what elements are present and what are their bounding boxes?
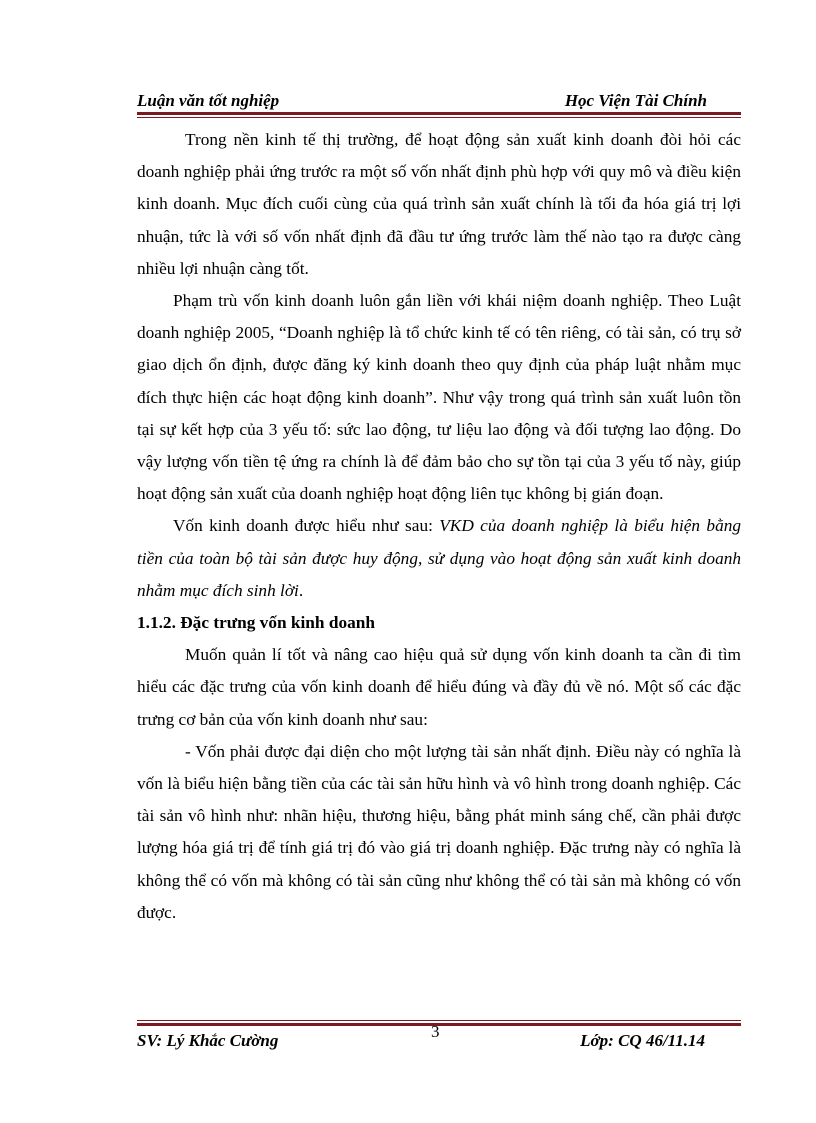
paragraph-1: Trong nền kinh tế thị trường, để hoạt động sản xuất kinh doanh đòi hỏi các doanh nghiệp phải ứng trước ra một số vốn nhất định phù hợp với quy mô và điều kiện kinh doanh. Mục đích cuối cùng của quá trình sản xuất chính là tối đa hóa giá trị lợi nhuận, tức là với số vốn nhất định đã đầu tư ứng trước làm thế nào tạo ra được càng nhiều lợi nhuận càng tốt. (137, 130, 741, 278)
paragraph-3-definition: VKD của doanh nghiệp là biểu hiện bằng tiền của toàn bộ tài sản được huy động, sử dụng vào hoạt động sản xuất kinh doanh nhằm mục đích sinh lời (137, 516, 741, 600)
header-institution: Học Viện Tài Chính (564, 91, 707, 110)
page-header (137, 88, 741, 114)
paragraph-3-lead: Vốn kinh doanh được hiểu như sau: (173, 516, 440, 536)
header-rule (137, 112, 741, 118)
paragraph-2: Phạm trù vốn kinh doanh luôn gắn liền với khái niệm doanh nghiệp. Theo Luật doanh nghiệp 2005, “Doanh nghiệp là tổ chức kinh tế có tên riêng, có tài sản, có trụ sở giao dịch ổn định, được đăng ký kinh doanh theo quy định của pháp luật nhằm mục đích thực hiện các hoạt động kinh doanh”. Như vậy trong quá trình sản xuất luôn tồn tại sự kết hợp của 3 yếu tố: sức lao động, tư liệu lao động và đối tượng lao động. Do vậy lượng vốn tiền tệ ứng ra chính là để đảm bảo cho sự tồn tại của 3 yếu tố này, giúp hoạt động sản xuất của doanh nghiệp hoạt động liên tục không bị gián đoạn. (137, 291, 741, 504)
page-number: 3 (431, 1022, 440, 1041)
paragraph-5: - Vốn phải được đại diện cho một lượng tài sản nhất định. Điều này có nghĩa là vốn là biểu hiện bằng tiền của các tài sản hữu hình và vô hình trong doanh nghiệp. Các tài sản vô hình như: nhãn hiệu, thương hiệu, bằng phát minh sáng chế, cần phải được lượng hóa giá trị để tính giá trị đó vào giá trị doanh nghiệp. Đặc trưng này có nghĩa là không thể có vốn mà không có tài sản cũng như không thể có tài sản mà không có vốn được. (137, 741, 741, 922)
paragraph-4: Muốn quản lí tốt và nâng cao hiệu quả sử dụng vốn kinh doanh ta cần đi tìm hiểu các đặc trưng của vốn kinh doanh để hiểu đúng và đầy đủ về nó. Một số các đặc trưng cơ bản của vốn kinh doanh như sau: (137, 645, 741, 729)
page-footer (137, 1022, 741, 1054)
footer-student: SV: Lý Khắc Cường (137, 1031, 279, 1050)
header-thesis-title: Luận văn tốt nghiệp (137, 91, 280, 110)
paragraph-3 (137, 510, 741, 607)
body-text (137, 124, 741, 929)
paragraph-3-end: . (298, 580, 304, 600)
footer-class: Lớp: CQ 46/11.14 (580, 1031, 705, 1050)
section-heading: 1.1.2. Đặc trưng vốn kinh doanh (137, 613, 375, 633)
